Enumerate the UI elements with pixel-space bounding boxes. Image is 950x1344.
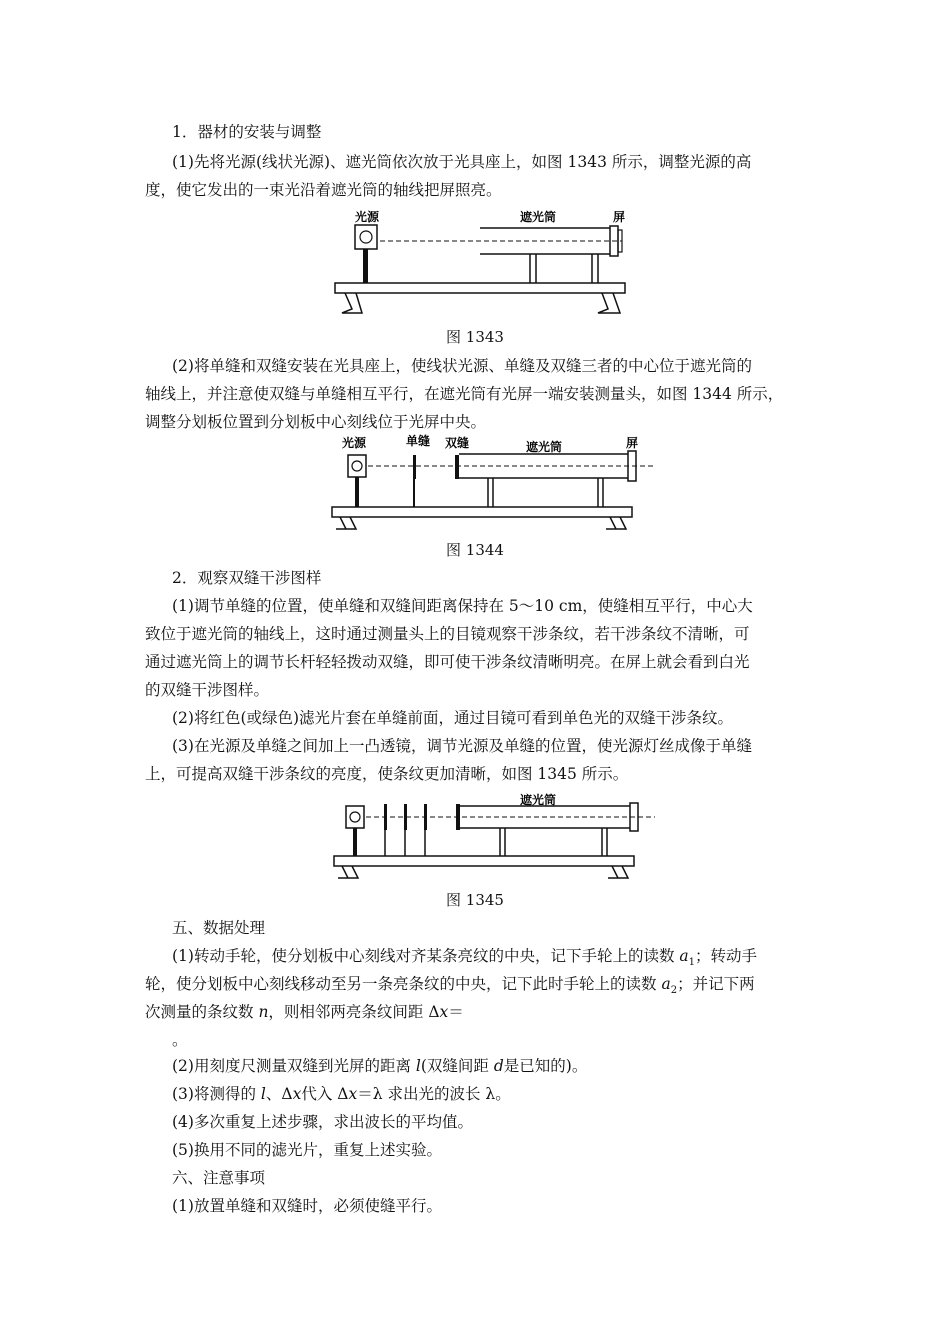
paragraph-line: (3)在光源及单缝之间加上一凸透镜，调节光源及单缝的位置，使光源灯丝成像于单缝 [172,737,752,755]
paragraph-line: 轴线上，并注意使双缝与单缝相互平行，在遮光筒有光屏一端安装测量头，如图 1344 所示， [145,385,784,403]
paragraph-line: 上，可提高双缝干涉条纹的亮度，使条纹更加清晰，如图 1345 所示。 [145,765,629,783]
convex-lens [384,804,387,830]
lamp-housing [355,225,377,249]
label-light-source: 光源 [355,210,380,224]
paragraph-line: (3)将测得的 l、Δx代入 Δx＝λ 求出光的波长 λ。 [172,1085,511,1103]
figure-1344 [328,433,658,533]
lamp-housing [348,455,366,477]
section-heading-notes: 六、注意事项 [172,1169,266,1187]
lamp-post [363,249,368,283]
bulb-icon [352,461,362,471]
paragraph-line: (2)将单缝和双缝安装在光具座上，使线状光源、单缝及双缝三者的中心位于遮光筒的 [172,357,752,375]
paragraph-line: 度，使它发出的一束光沿着遮光筒的轴线把屏照亮。 [145,181,502,199]
filter [424,804,427,830]
paragraph-line: 轮，使分划板中心刻线移动至另一条亮条纹的中央，记下此时手轮上的读数 $a_2$；并记下两 [145,975,755,997]
paragraph-line: (1)转动手轮，使分划板中心刻线对齐某条亮纹的中央，记下手轮上的读数 $a_1$；转动手 [172,947,758,969]
figure-1345 [330,788,660,884]
figure-caption: 图 1343 [446,328,504,346]
paragraph-line: 调整分划板位置到分划板中心刻线位于光屏中央。 [145,413,487,431]
label-double-slit: 双缝 [445,436,470,450]
figure-caption: 图 1344 [446,541,504,559]
double-slit [456,804,460,830]
paragraph-line: 的双缝干涉图样。 [145,681,270,699]
label-single-slit: 单缝 [406,434,431,448]
bulb-icon [350,812,360,822]
paragraph-line: 致位于遮光筒的轴线上，这时通过测量头上的目镜观察干涉条纹，若干涉条纹不清晰，可 [145,625,750,643]
label-light-source: 光源 [342,436,367,450]
optical-bench [335,283,625,293]
paragraph-line: (1)调节单缝的位置，使单缝和双缝间距离保持在 5～10 cm，使缝相互平行，中心大 [172,597,753,615]
label-tube: 遮光筒 [520,793,557,807]
paragraph-line: 次测量的条纹数 n，则相邻两亮条纹间距 Δx＝ [145,1003,464,1021]
bulb-icon [360,231,372,243]
label-tube: 遮光筒 [520,210,557,224]
figure-1343 [330,205,630,320]
label-screen: 屏 [626,436,639,450]
paragraph-line: (2)用刻度尺测量双缝到光屏的距离 l(双缝间距 d是已知的)。 [172,1057,588,1075]
single-slit [404,804,407,830]
paragraph-line: (2)将红色(或绿色)滤光片套在单缝前面，通过目镜可看到单色光的双缝干涉条纹。 [172,709,734,727]
paragraph-line: 。 [172,1031,188,1049]
section-heading-setup: 1．器材的安装与调整 [172,123,322,141]
section-heading-observe: 2．观察双缝干涉图样 [172,569,322,587]
paragraph-line: 通过遮光筒上的调节长杆轻轻拨动双缝，即可使干涉条纹清晰明亮。在屏上就会看到白光 [145,653,750,671]
optical-bench [332,507,632,517]
lamp-housing [346,806,364,828]
label-tube: 遮光筒 [526,440,563,454]
paragraph-line: (1)先将光源(线状光源)、遮光筒依次放于光具座上，如图 1343 所示，调整光源的高 [172,153,752,171]
label-screen: 屏 [613,210,626,224]
paragraph-line: (4)多次重复上述步骤，求出波长的平均值。 [172,1113,473,1131]
figure-caption: 图 1345 [446,891,504,909]
single-slit [413,455,416,479]
paragraph-line: (5)换用不同的滤光片，重复上述实验。 [172,1141,442,1159]
double-slit [455,455,459,479]
paragraph-line: (1)放置单缝和双缝时，必须使缝平行。 [172,1197,442,1215]
section-heading-data: 五、数据处理 [172,919,266,937]
optical-bench [334,856,634,866]
